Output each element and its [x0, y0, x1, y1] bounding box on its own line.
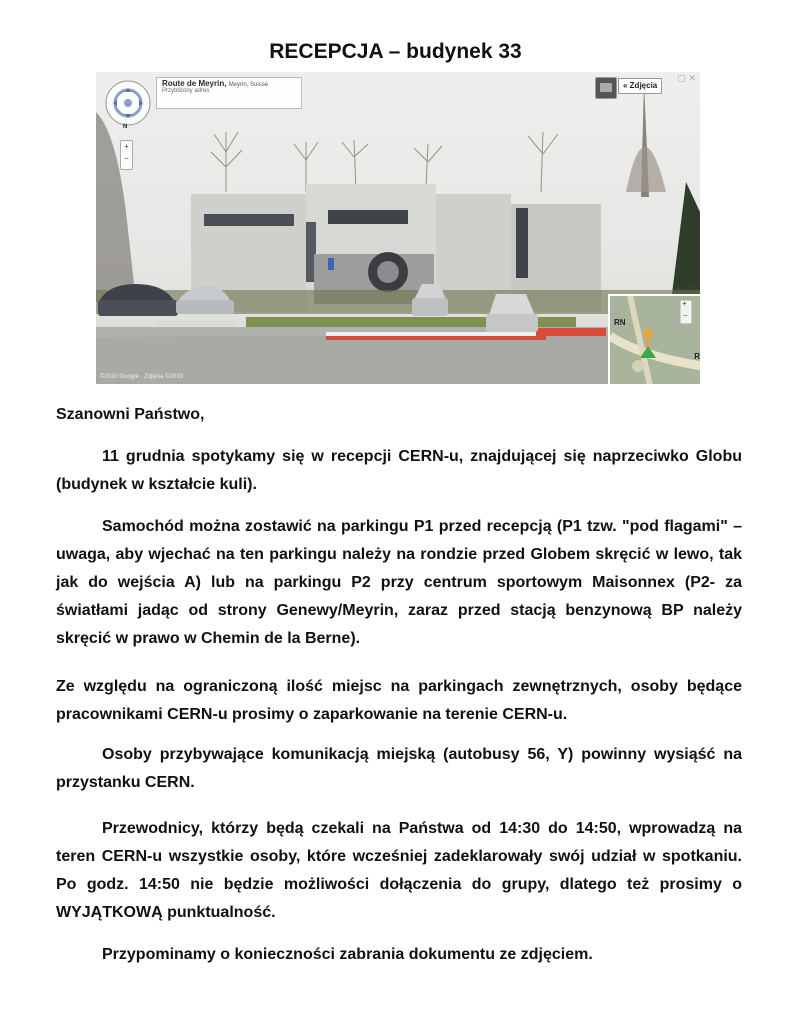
minimap-label-left: RN [614, 318, 626, 327]
address-main: Route de Meyrin, [162, 79, 227, 88]
minimap-drawing [610, 296, 700, 384]
salutation: Szanowni Państwo, [56, 406, 205, 423]
minimap[interactable] [608, 294, 700, 384]
compass-north-label: N [123, 124, 128, 130]
photos-button[interactable]: « Zdjęcia [618, 78, 662, 94]
zoom-out-button[interactable]: − [124, 154, 129, 163]
map-copyright: ©2010 Google · Zdjęcia ©2010 [100, 374, 183, 380]
navigation-control-icon[interactable] [104, 79, 152, 127]
address-sub: Przybliżony adres [162, 88, 210, 94]
street-view-image[interactable] [96, 72, 700, 384]
address-location: Meyrin, Suisse [228, 82, 269, 88]
pegman-icon[interactable] [643, 324, 653, 340]
document-title: RECEPCJA – budynek 33 [269, 40, 522, 63]
minimap-zoom-in-button[interactable]: + [682, 299, 687, 308]
paragraph-public-transport: Osoby przybywające komunikacją miejską (autobusy 56, Y) powinny wysiąść na przystanku CERN. [56, 746, 742, 791]
photos-icon[interactable] [595, 77, 617, 99]
paragraph-id-reminder: Przypominamy o konieczności zabrania dokumentu ze zdjęciem. [102, 946, 593, 963]
paragraph-meeting-place: 11 grudnia spotykamy się w recepcji CERN-u, znajdującej się naprzeciwko Globu (budynek w kształcie kuli). [56, 448, 742, 493]
zoom-in-button[interactable]: + [124, 142, 129, 151]
paragraph-parking: Samochód można zostawić na parkingu P1 przed recepcją (P1 tzw. "pod flagami" – uwaga, aby wjechać na ten parkingu należy na rondzie przed Globem skręcić w lewo, tak jak do wejścia A) lub na parkingu P2 przy centrum sportowym Maisonnex (P2- za światłami jadąc od strony Genewy/Meyrin, zaraz przed stacją benzynową BP należy skręcić w prawo w Chemin de la Berne). [56, 518, 742, 647]
paragraph-guides: Przewodnicy, którzy będą czekali na Państwa od 14:30 do 14:50, wprowadzą na teren CERN-u wszystkie osoby, które wcześniej zadeklarowały swój udział w spotkaniu. Po godz. 14:50 nie będzie możliwości dołączenia do grupy, dlatego też prosimy o WYJĄTKOWĄ punktualność. [56, 820, 742, 921]
paragraph-cern-staff: Ze względu na ograniczoną ilość miejsc na parkingach zewnętrznych, osoby będące pracownikami CERN-u prosimy o zaparkowanie na terenie CERN-u. [56, 678, 742, 723]
coordinate-note: 40.23°46 [677, 286, 698, 292]
address-box [156, 77, 302, 109]
zoom-control[interactable] [120, 140, 133, 170]
minimap-zoom-out-button[interactable]: − [683, 311, 688, 320]
minimap-label-right: R [694, 352, 700, 361]
window-controls[interactable]: ▢ ✕ [677, 74, 696, 84]
